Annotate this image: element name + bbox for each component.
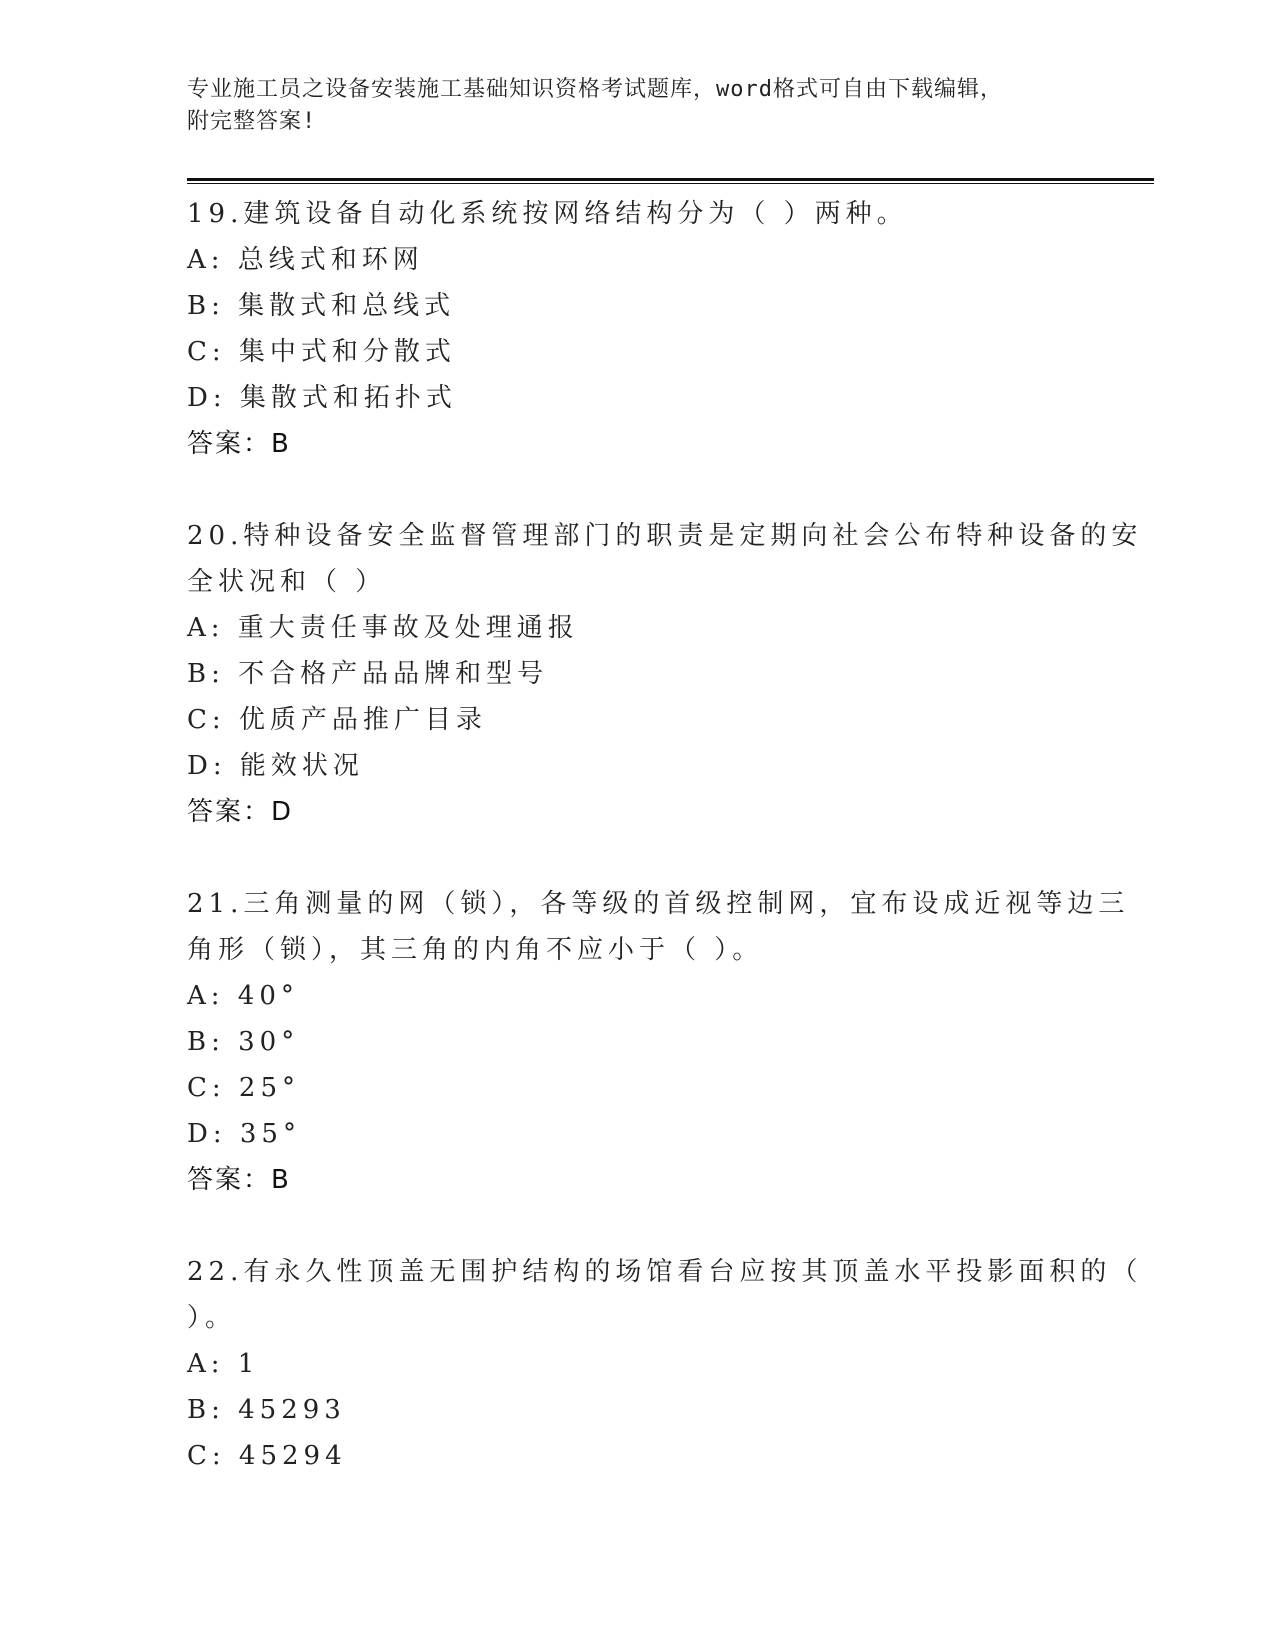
question-19 xyxy=(187,191,1087,467)
option-b: B: 45293 xyxy=(187,1395,346,1425)
header-divider-thick xyxy=(187,178,1154,181)
question-22 xyxy=(187,1249,1143,1479)
question-stem: 20.特种设备安全监督管理部门的职责是定期向社会公布特种设备的安 xyxy=(187,521,1143,551)
question-stem-continued: 角形（锁），其三角的内角不应小于（ ）。 xyxy=(187,935,764,965)
answer-label: 答案：D xyxy=(187,797,294,827)
answer-label: 答案：B xyxy=(187,1165,291,1195)
question-20 xyxy=(187,513,1143,835)
option-c: C: 优质产品推广目录 xyxy=(187,705,487,735)
option-b: B: 集散式和总线式 xyxy=(187,291,456,321)
question-list xyxy=(187,191,1143,1479)
question-stem: 21.三角测量的网（锁），各等级的首级控制网，宜布设成近视等边三 xyxy=(187,889,1130,919)
question-stem-continued: ）。 xyxy=(187,1303,237,1333)
option-c: C: 25° xyxy=(187,1073,301,1103)
option-d: D: 集散式和拓扑式 xyxy=(187,383,457,413)
option-c: C: 45294 xyxy=(187,1441,347,1471)
header-line-1: 专业施工员之设备安装施工基础知识资格考试题库，word格式可自由下载编辑， xyxy=(187,77,1003,102)
question-stem: 19.建筑设备自动化系统按网络结构分为（ ）两种。 xyxy=(187,199,908,229)
question-stem: 22.有永久性顶盖无围护结构的场馆看台应按其顶盖水平投影面积的（ xyxy=(187,1257,1143,1287)
question-stem-continued: 全状况和（ ） xyxy=(187,567,387,597)
option-a: A: 1 xyxy=(187,1349,260,1379)
answer-label: 答案：B xyxy=(187,429,291,459)
header-line-2: 附完整答案! xyxy=(187,109,317,134)
header-divider-thin xyxy=(187,183,1154,184)
option-b: B: 不合格产品品牌和型号 xyxy=(187,659,549,689)
option-a: A: 总线式和环网 xyxy=(187,245,424,275)
option-d: D: 35° xyxy=(187,1119,301,1149)
option-a: A: 40° xyxy=(187,981,299,1011)
document-header xyxy=(187,74,1067,138)
option-d: D: 能效状况 xyxy=(187,751,364,781)
option-b: B: 30° xyxy=(187,1027,300,1057)
question-21 xyxy=(187,881,1130,1203)
option-a: A: 重大责任事故及处理通报 xyxy=(187,613,579,643)
option-c: C: 集中式和分散式 xyxy=(187,337,456,367)
